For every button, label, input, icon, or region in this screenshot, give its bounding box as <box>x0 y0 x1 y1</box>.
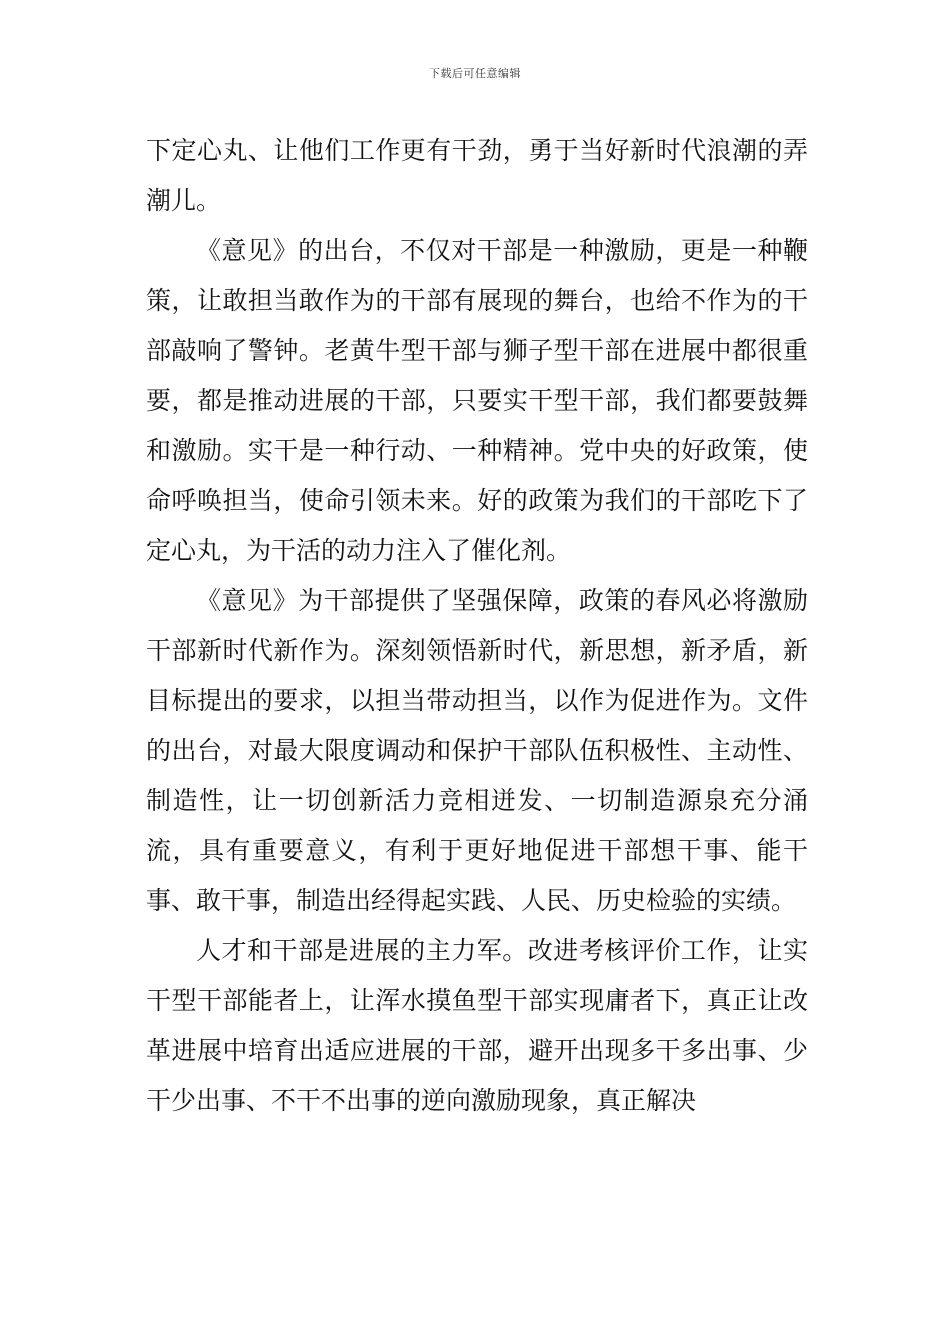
paragraph-3: 《意见》为干部提供了坚强保障，政策的春风必将激励干部新时代新作为。深刻领悟新时代，新思想，新矛盾，新目标提出的要求，以担当带动担当，以作为促进作为。文件的出台，对最大限度调动和保护干部队伍积极性、主动性、制造性，让一切创新活力竞相迸发、一切制造源泉充分涌流，具有重要意义，有利于更好地促进干部想干事、能干事、敢干事，制造出经得起实践、人民、历史检验的实绩。 <box>146 586 808 915</box>
body-text <box>146 126 808 1126</box>
paragraph-1: 下定心丸、让他们工作更有干劲，勇于当好新时代浪潮的弄潮儿。 <box>146 136 808 215</box>
page-header: 下载后可任意编辑 <box>429 67 521 80</box>
paragraph-4: 人才和干部是进展的主力军。改进考核评价工作，让实干型干部能者上，让浑水摸鱼型干部实现庸者下，真正让改革进展中培育出适应进展的干部，避开出现多干多出事、少干少出事、不干不出事的逆向激励现象，真正解决 <box>146 936 808 1115</box>
paragraph-2: 《意见》的出台，不仅对干部是一种激励，更是一种鞭策，让敢担当敢作为的干部有展现的舞台，也给不作为的干部敲响了警钟。老黄牛型干部与狮子型干部在进展中都很重要，都是推动进展的干部，只要实干型干部，我们都要鼓舞和激励。实干是一种行动、一种精神。党中央的好政策，使命呼唤担当，使命引领未来。好的政策为我们的干部吃下了定心丸，为干活的动力注入了催化剂。 <box>146 236 808 565</box>
